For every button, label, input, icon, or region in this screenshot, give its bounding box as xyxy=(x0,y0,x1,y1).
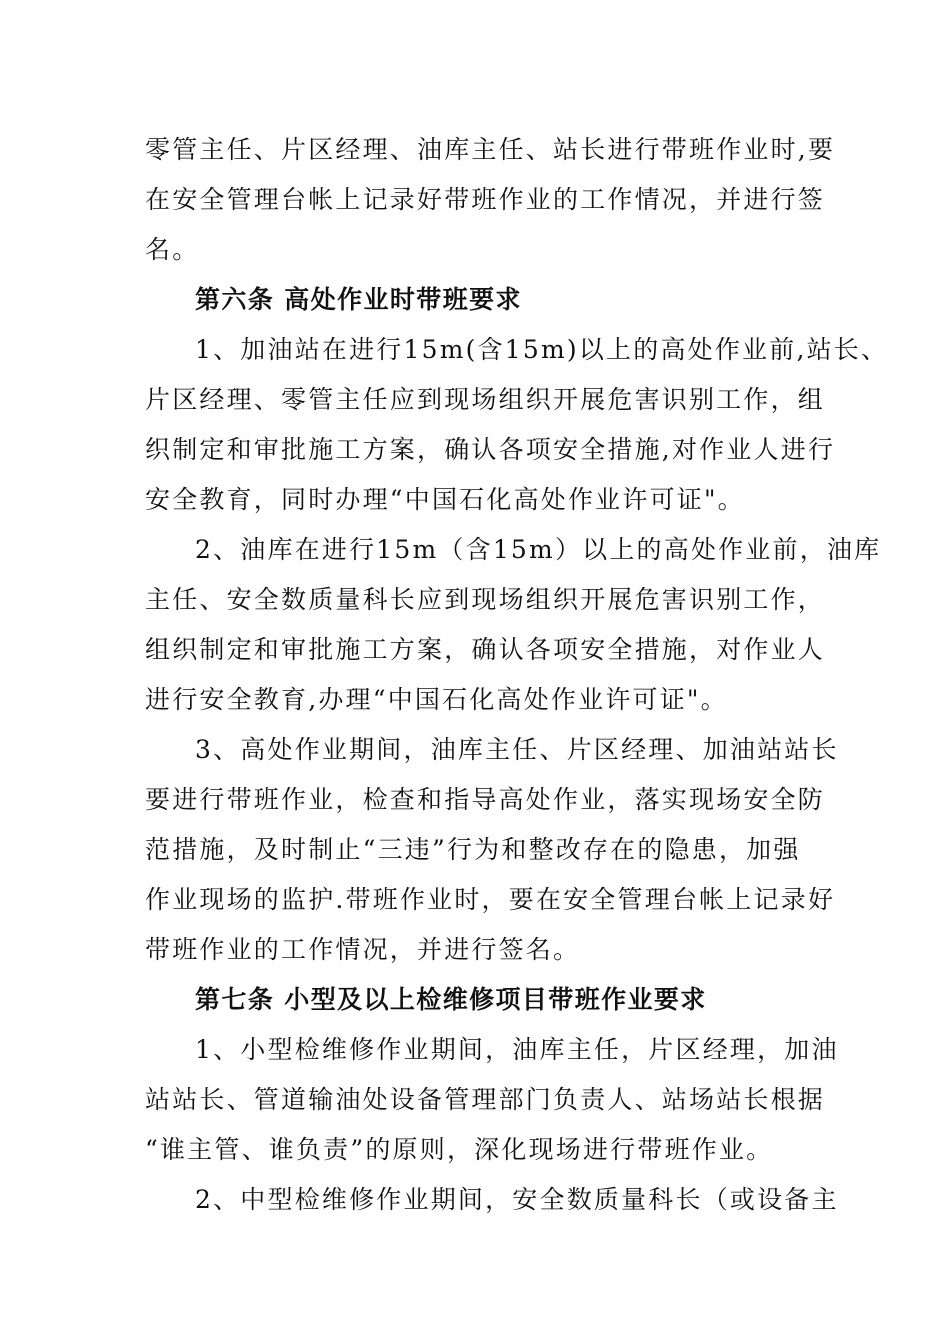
section-heading: 第七条 小型及以上检维修项目带班作业要求 xyxy=(195,985,707,1014)
paragraph-line: 进行安全教育,办理“中国石化高处作业许可证"。 xyxy=(145,685,728,714)
paragraph-line: 带班作业的工作情况，并进行签名。 xyxy=(145,935,581,964)
paragraph-line: 3、高处作业期间，油库主任、片区经理、加油站站长 xyxy=(195,735,839,764)
paragraph-line: “谁主管、谁负责”的原则，深化现场进行带班作业。 xyxy=(145,1135,774,1164)
paragraph-line: 安全教育，同时办理“中国石化高处作业许可证"。 xyxy=(145,485,745,514)
paragraph-line: 组织制定和审批施工方案，确认各项安全措施，对作业人 xyxy=(145,635,826,664)
paragraph-line: 在安全管理台帐上记录好带班作业的工作情况，并进行签 xyxy=(145,185,826,214)
paragraph-line: 2、油库在进行15m（含15m）以上的高处作业前，油库 xyxy=(195,535,882,564)
paragraph-line: 片区经理、零管主任应到现场组织开展危害识别工作，组 xyxy=(145,385,826,414)
paragraph-line: 1、加油站在进行15m(含15m)以上的高处作业前,站长、 xyxy=(195,335,889,364)
paragraph-line: 1、小型检维修作业期间，油库主任，片区经理，加油 xyxy=(195,1035,839,1064)
paragraph-line: 作业现场的监护.带班作业时，要在安全管理台帐上记录好 xyxy=(145,885,836,914)
paragraph-line: 织制定和审批施工方案，确认各项安全措施,对作业人进行 xyxy=(145,435,836,464)
paragraph-line: 2、中型检维修作业期间，安全数质量科长（或设备主 xyxy=(195,1185,839,1214)
paragraph-line: 名。 xyxy=(145,235,200,264)
paragraph-line: 范措施，及时制止“三违”行为和整改存在的隐患，加强 xyxy=(145,835,801,864)
paragraph-line: 零管主任、片区经理、油库主任、站长进行带班作业时,要 xyxy=(145,135,836,164)
paragraph-line: 站站长、管道输油处设备管理部门负责人、站场站长根据 xyxy=(145,1085,826,1114)
section-heading: 第六条 高处作业时带班要求 xyxy=(195,285,522,314)
paragraph-line: 主任、安全数质量科长应到现场组织开展危害识别工作， xyxy=(145,585,826,614)
paragraph-line: 要进行带班作业，检查和指导高处作业，落实现场安全防 xyxy=(145,785,826,814)
